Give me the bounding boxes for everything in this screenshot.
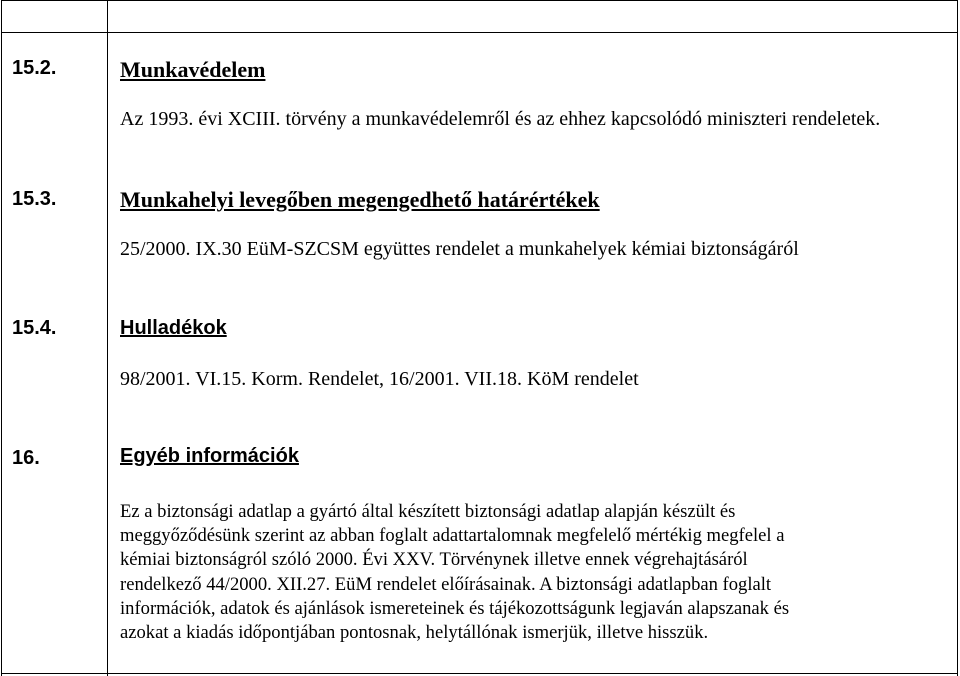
- section-heading: Munkavédelem: [120, 57, 266, 82]
- section-heading: Egyéb információk: [120, 445, 299, 467]
- table-column-divider: [107, 0, 108, 676]
- paragraph-line: meggyőződésünk szerint az abban foglalt adattartalomnak megfelelő mértékig megfelel a: [120, 525, 785, 547]
- table-row-divider: [1, 32, 958, 33]
- section-text: Az 1993. évi XCIII. törvény a munkavédelemről és az ehhez kapcsolódó miniszteri rendeletek.: [120, 108, 881, 130]
- section-number: 15.2.: [12, 57, 57, 79]
- section-number: 15.3.: [12, 188, 57, 210]
- section-heading: Munkahelyi levegőben megengedhető határértékek: [120, 187, 600, 212]
- section-number: 16.: [12, 447, 40, 469]
- table-border-left: [1, 0, 2, 676]
- paragraph-line: rendelkező 44/2000. XII.27. EüM rendelet előírásainak. A biztonsági adatlapban foglalt: [120, 573, 772, 595]
- empty-header-cell-right: [107, 0, 957, 32]
- paragraph-line: azokat a kiadás időpontjában pontosnak, helytállónak ismerjük, illetve hisszük.: [120, 622, 709, 644]
- paragraph-line: kémiai biztonságról szóló 2000. Évi XXV. Törvénynek illetve ennek végrehajtásáról: [120, 549, 748, 571]
- section-paragraph: [120, 500, 920, 645]
- table-border-bottom: [1, 673, 958, 674]
- section-number: 15.4.: [12, 317, 57, 339]
- empty-header-cell-left: [1, 0, 107, 32]
- section-text: 25/2000. IX.30 EüM-SZCSM együttes rendelet a munkahelyek kémiai biztonságáról: [120, 238, 799, 260]
- section-heading: Hulladékok: [120, 317, 227, 339]
- paragraph-line: információk, adatok és ajánlások ismereteinek és tájékozottságunk legjaván alapszanak és: [120, 597, 790, 619]
- table-border-right: [957, 0, 958, 676]
- paragraph-line: Ez a biztonsági adatlap a gyártó által készített biztonsági adatlap alapján készült és: [120, 501, 736, 522]
- section-text: 98/2001. VI.15. Korm. Rendelet, 16/2001. VII.18. KöM rendelet: [120, 368, 639, 390]
